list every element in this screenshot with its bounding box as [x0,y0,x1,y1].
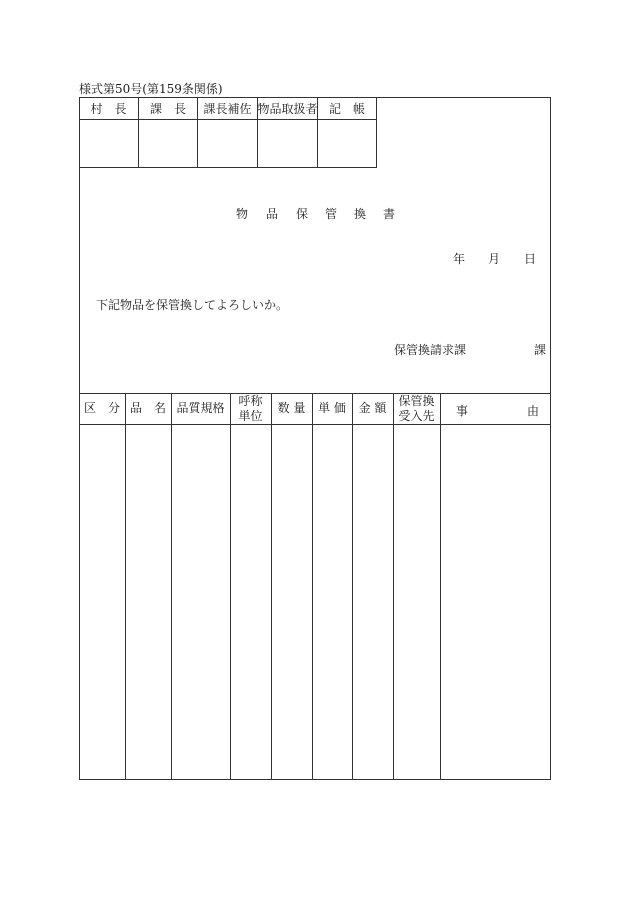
approval-header-mayor: 村 長 [79,97,139,120]
approval-header-goods-handler: 物品取扱者 [258,97,318,120]
requesting-dept-suffix: 課 [534,343,547,357]
approval-stamp-box-mayor[interactable] [79,120,139,168]
column-header-unit-line2: 単位 [238,408,263,423]
doc-title-char-5: 換 [354,207,367,221]
column-header-amount: 金 額 [358,401,387,415]
column-header-reason-right: 由 [527,404,540,418]
requesting-dept-label: 保管換請求課 [394,343,467,357]
column-header-quantity: 数 量 [277,401,306,415]
date-month-label: 月 [488,252,501,266]
approval-stamp-box-goods-handler[interactable] [258,120,318,168]
approval-header-section-chief: 課 長 [139,97,198,120]
date-year-label: 年 [453,252,466,266]
approval-header-bookkeeping: 記 帳 [318,97,377,120]
doc-title-char-1: 物 [236,207,249,221]
column-header-quality-spec: 品質規格 [176,401,225,415]
column-header-recipient-line2: 受入先 [398,408,435,423]
doc-title-char-3: 保 [296,207,309,221]
item-table-body[interactable] [79,425,551,780]
doc-title-char-4: 管 [325,207,338,221]
column-header-recipient-line1: 保管換 [398,393,435,408]
column-header-recipient [393,393,440,424]
approval-stamp-box-bookkeeping[interactable] [318,120,377,168]
approval-header-deputy-chief: 課長補佐 [198,97,258,120]
column-header-unit [230,393,271,424]
column-header-category: 区 分 [83,401,120,415]
approval-stamp-grid [79,97,377,168]
column-header-unit-line1: 呼称 [238,393,263,408]
request-statement: 下記物品を保管換してよろしいか。 [96,298,289,312]
doc-title-char-2: 品 [266,207,279,221]
form-number-label: 様式第50号(第159条関係) [79,82,223,96]
date-day-label: 日 [524,252,537,266]
doc-title-char-6: 書 [383,207,396,221]
column-header-item-name: 品 名 [129,401,166,415]
approval-stamp-box-deputy-chief[interactable] [198,120,258,168]
approval-stamp-box-section-chief[interactable] [139,120,198,168]
column-header-reason-left: 事 [456,404,469,418]
column-header-unit-price: 単 価 [318,401,346,415]
